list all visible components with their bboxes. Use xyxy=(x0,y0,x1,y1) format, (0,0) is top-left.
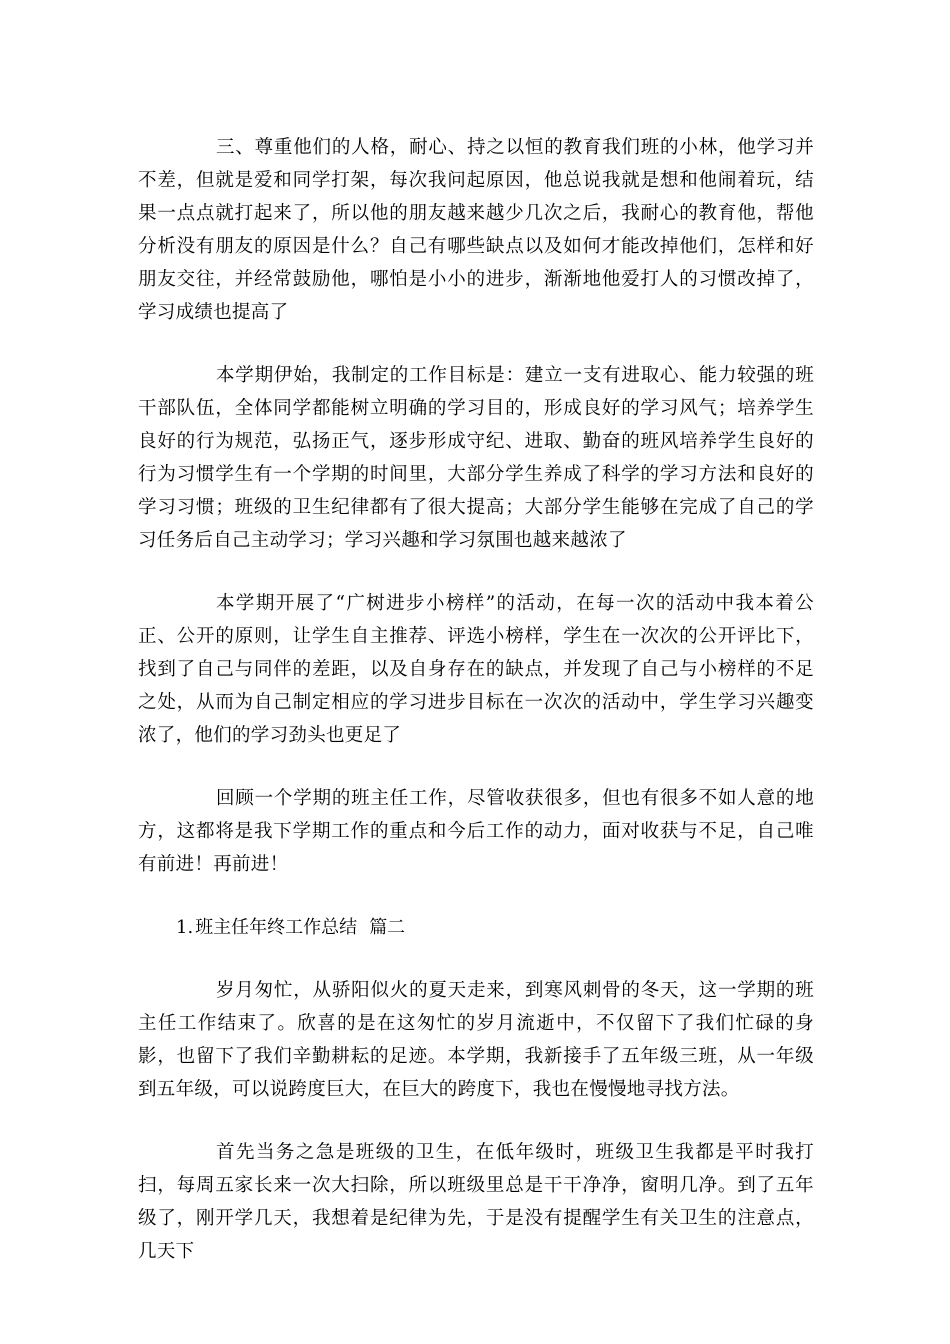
paragraph-work-goals: 本学期伊始，我制定的工作目标是：建立一支有进取心、能力较强的班干部队伍，全体同学都能树立明确的学习目的，形成良好的学习风气；培养学生良好的行为规范，弘扬正气，逐步形成守纪、进取、勤奋的班风培养学生良好的行为习惯学生有一个学期的时间里，大部分学生养成了科学的学习方法和良好的学习习惯；班级的卫生纪律都有了很大提高；大部分学生能够在完成了自己的学习任务后自己主动学习；学习兴趣和学习氛围也越来越浓了 xyxy=(138,365,814,551)
document-page xyxy=(138,131,814,1298)
paragraph-role-model-activity: 本学期开展了“广树进步小榜样”的活动，在每一次的活动中我本着公正、公开的原则，让学生自主推荐、评选小榜样，学生在一次次的公开评比下，找到了自己与同伴的差距，以及自身存在的缺点，并发现了自己与小榜样的不足之处，从而为自己制定相应的学习进步目标在一次次的活动中，学生学习兴趣变浓了，他们的学习劲头也更足了 xyxy=(138,593,814,746)
paragraph-time-flies: 岁月匆忙，从骄阳似火的夏天走来，到寒风刺骨的冬天，这一学期的班主任工作结束了。欣喜的是在这匆忙的岁月流逝中，不仅留下了我们忙碌的身影，也留下了我们辛勤耕耘的足迹。本学期，我新接手了五年级三班，从一年级到五年级，可以说跨度巨大，在巨大的跨度下，我也在慢慢地寻找方法。 xyxy=(138,980,814,1100)
section-heading xyxy=(138,911,814,944)
heading-suffix: 篇二 xyxy=(369,917,406,938)
paragraph-review: 回顾一个学期的班主任工作，尽管收获很多，但也有很多不如人意的地方，这都将是我下学期工作的重点和今后工作的动力，面对收获与不足，自己唯有前进！再前进！ xyxy=(138,788,814,875)
paragraph-respect-personality: 三、尊重他们的人格，耐心、持之以恒的教育我们班的小林，他学习并不差，但就是爱和同学打架，每次我问起原因，他总说我就是想和他闹着玩，结果一点点就打起来了，所以他的朋友越来越少几次之后，我耐心的教育他，帮他分析没有朋友的原因是什么？自己有哪些缺点以及如何才能改掉他们，怎样和好朋友交往，并经常鼓励他，哪怕是小小的进步，渐渐地他爱打人的习惯改掉了，学习成绩也提高了 xyxy=(138,137,814,323)
paragraph-class-hygiene: 首先当务之急是班级的卫生，在低年级时，班级卫生我都是平时我打扫，每周五家长来一次大扫除，所以班级里总是干干净净，窗明几净。到了五年级了，刚开学几天，我想着是纪律为先，于是没有提醒学生有关卫生的注意点，几天下 xyxy=(138,1142,814,1262)
heading-number: 1. xyxy=(176,917,194,938)
heading-title: 班主任年终工作总结 xyxy=(195,917,358,938)
